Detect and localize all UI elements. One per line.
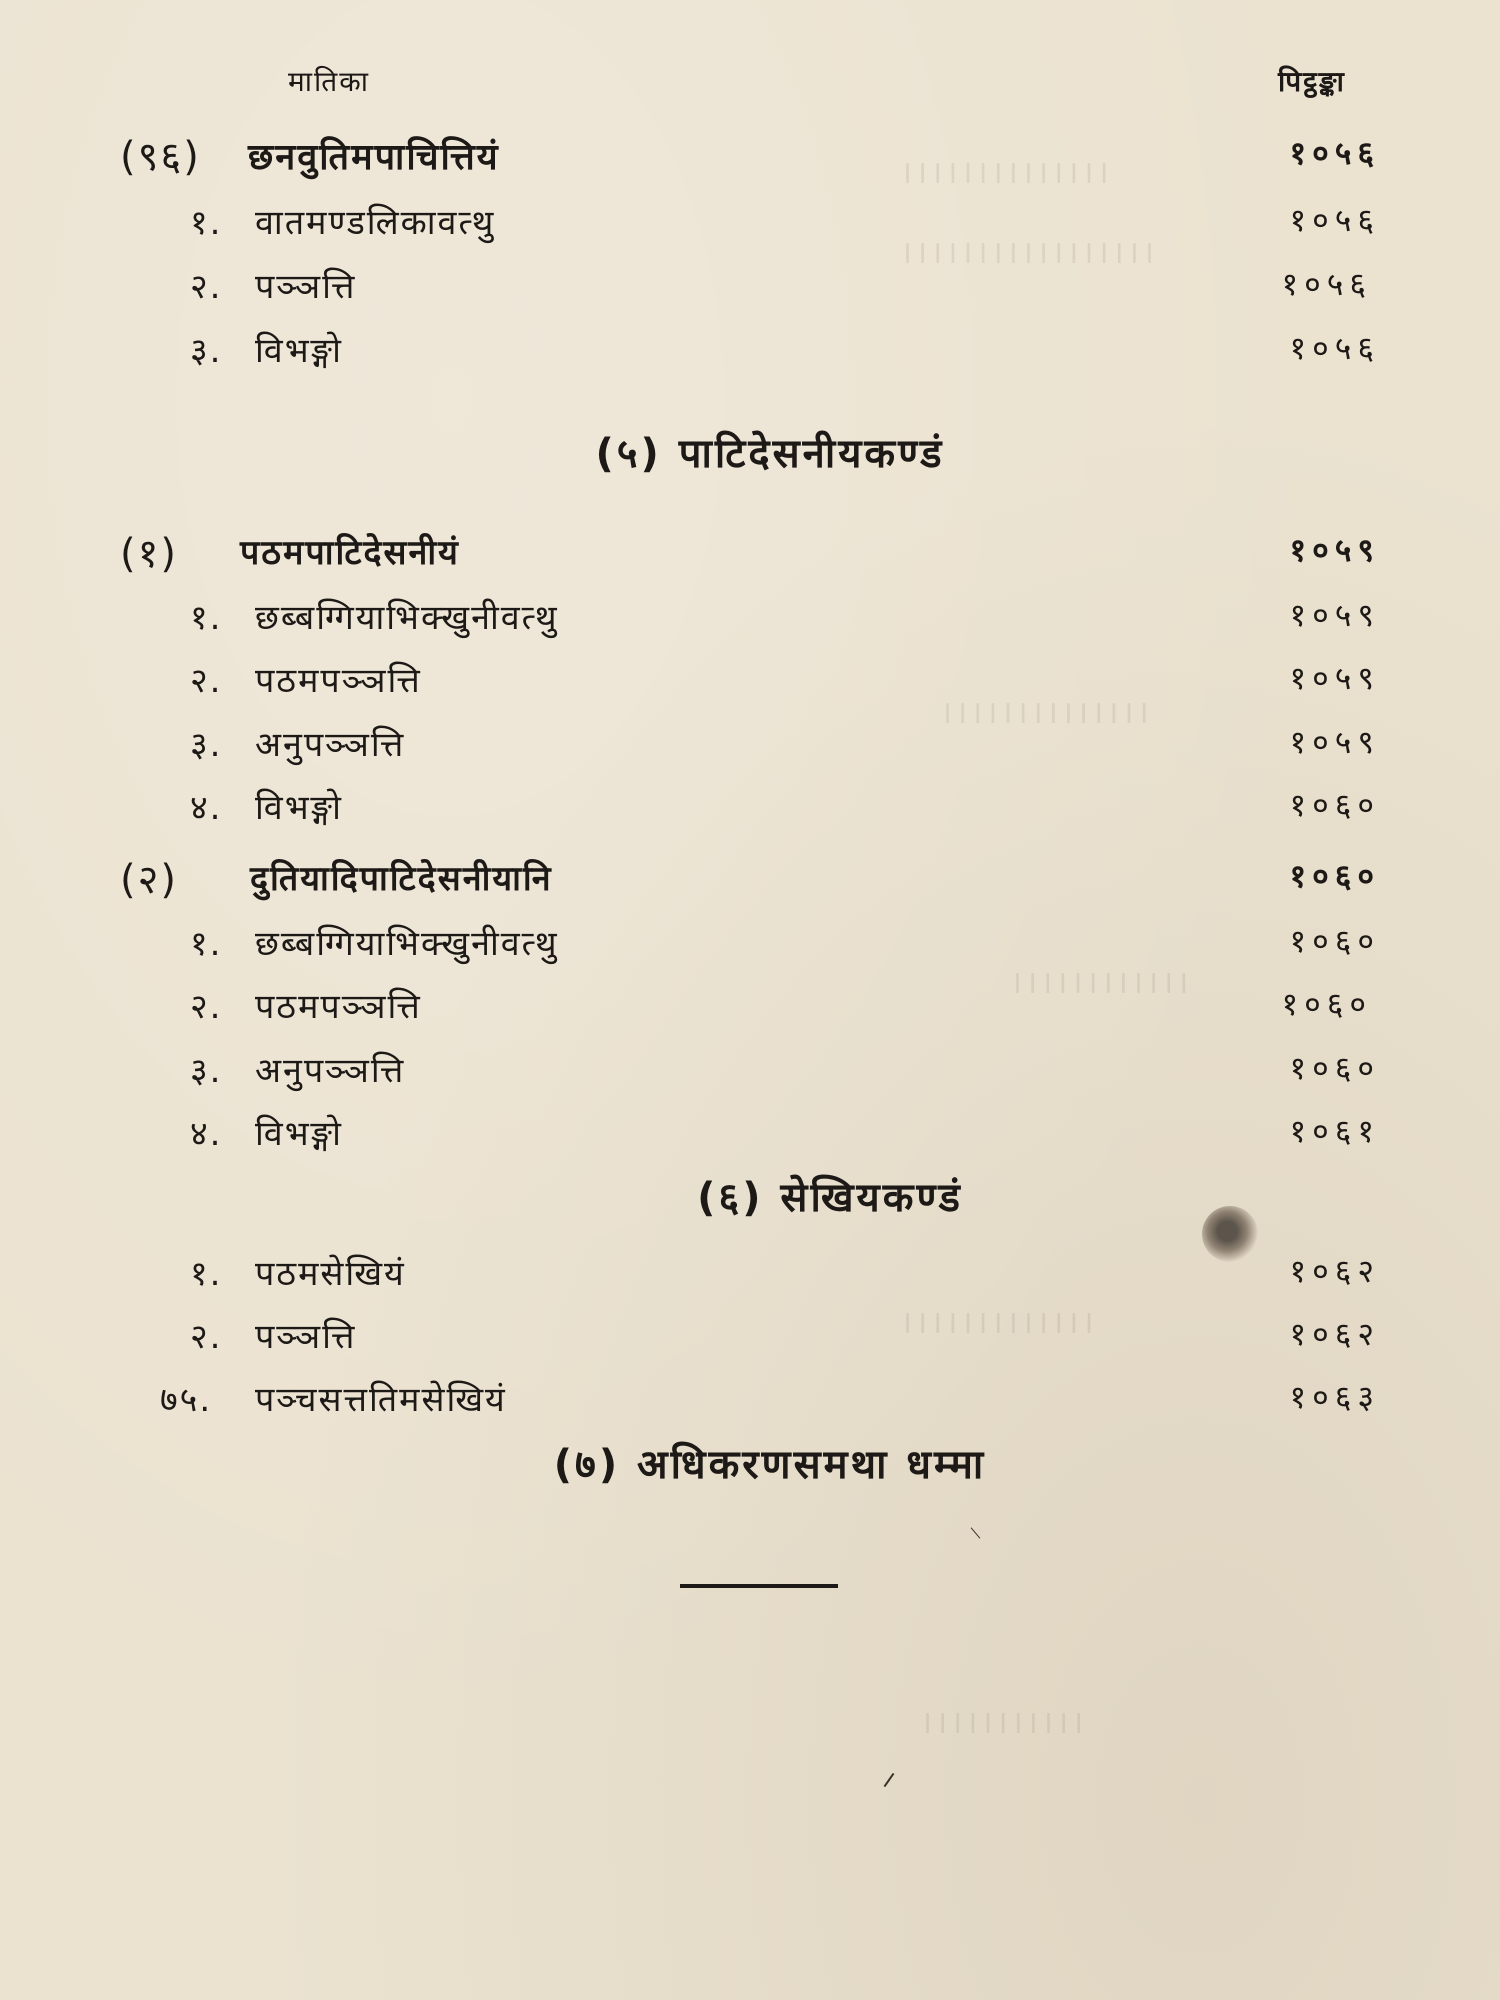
entry-title: अनुपञ्ञत्ति <box>255 725 406 765</box>
entry-number: १. <box>190 924 223 964</box>
section-heading-adhikarana: (७) अधिकरणसमथा धम्मा <box>553 1442 987 1488</box>
section-heading-patidesaniya: (५) पाटिदेसनीयकण्डं <box>595 431 945 477</box>
entry-page: १०६२ <box>1289 1315 1380 1353</box>
toc-entry <box>0 775 1500 831</box>
entry-number: १. <box>190 1254 223 1294</box>
entry-page: १०६० <box>1289 922 1380 960</box>
toc-entry <box>0 846 1500 902</box>
entry-title: अनुपञ्ञत्ति <box>255 1051 406 1091</box>
bleed-through-text: ।।।।।।।।।।।।।।।।। <box>900 233 1158 271</box>
entry-title: विभङ्गो <box>255 1114 343 1154</box>
ink-speck <box>884 1773 895 1787</box>
entry-number: ७५. <box>160 1380 213 1420</box>
entry-title: पञ्ञत्ति <box>255 267 357 307</box>
entry-page: १०६० <box>1289 1049 1380 1087</box>
ink-speck <box>971 1527 981 1538</box>
bleed-through-text: ।।।।।।।।।।। <box>920 1703 1087 1741</box>
entry-number: ४. <box>190 788 223 828</box>
toc-entry <box>0 911 1500 967</box>
toc-entry <box>0 318 1500 374</box>
entry-number: १. <box>190 203 223 243</box>
entry-title: पठमसेखियं <box>255 1254 406 1294</box>
entry-number: २. <box>190 1317 223 1357</box>
toc-entry <box>0 1241 1500 1297</box>
section-heading-sekhiya: (६) सेखियकण्डं <box>697 1175 963 1221</box>
bleed-through-text: ।।।।।।।।।।।।।। <box>940 693 1152 731</box>
bleed-through-text: ।।।।।।।।।।।। <box>1010 963 1192 1001</box>
entry-page: १०६३ <box>1289 1378 1380 1416</box>
entry-page: १०५९ <box>1289 723 1380 761</box>
toc-entry <box>0 520 1500 576</box>
entry-page: १०६० <box>1289 857 1380 895</box>
entry-title: विभङ्गो <box>255 331 343 371</box>
entry-page: १०५६ <box>1281 265 1372 303</box>
entry-title: पठमपञ्ञत्ति <box>255 987 422 1027</box>
entry-number: २. <box>190 661 223 701</box>
entry-title: वातमण्डलिकावत्थु <box>255 203 496 243</box>
toc-entry <box>0 123 1500 179</box>
closing-rule <box>680 1584 838 1588</box>
entry-page: १०५६ <box>1289 329 1380 367</box>
toc-entry <box>0 1101 1500 1157</box>
entry-number: (२) <box>120 857 179 903</box>
entry-title: पञ्चसत्ततिमसेखियं <box>255 1380 507 1420</box>
entry-number: १. <box>190 598 223 638</box>
entry-number: ३. <box>190 1051 223 1091</box>
entry-title: छब्बग्गियाभिक्खुनीवत्थु <box>255 598 559 638</box>
entry-title: पठमपाटिदेसनीयं <box>240 533 460 573</box>
entry-page: १०५६ <box>1289 134 1380 172</box>
toc-entry <box>0 585 1500 641</box>
toc-entry <box>0 974 1500 1030</box>
entry-title: दुतियादिपाटिदेसनीयानि <box>250 859 553 899</box>
entry-number: ४. <box>190 1114 223 1154</box>
toc-entry <box>0 648 1500 704</box>
entry-number: २. <box>190 267 223 307</box>
column-header-matika: मातिका <box>288 65 370 98</box>
entry-title: छनवुतिमपाचित्तियं <box>248 137 500 178</box>
column-header-row <box>0 52 1500 108</box>
paper-stain <box>1202 1206 1258 1262</box>
toc-entry <box>0 712 1500 768</box>
toc-entry <box>0 1038 1500 1094</box>
entry-title: विभङ्गो <box>255 788 343 828</box>
column-header-pitthanka: पिट्ठङ्का <box>1278 65 1346 98</box>
toc-entry <box>0 1367 1500 1423</box>
entry-page: १०५९ <box>1289 659 1380 697</box>
entry-page: १०६१ <box>1289 1112 1380 1150</box>
toc-entry <box>0 1304 1500 1360</box>
entry-number: ३. <box>190 725 223 765</box>
entry-title: छब्बग्गियाभिक्खुनीवत्थु <box>255 924 559 964</box>
entry-number: २. <box>190 987 223 1027</box>
entry-page: १०५९ <box>1289 531 1380 569</box>
bleed-through-text: ।।।।।।।।।।।।।। <box>900 153 1112 191</box>
entry-page: १०६० <box>1289 786 1380 824</box>
bleed-through-text: ।।।।।।।।।।।।। <box>900 1303 1097 1341</box>
toc-entry <box>0 254 1500 310</box>
toc-entry <box>0 190 1500 246</box>
entry-page: १०५६ <box>1289 201 1380 239</box>
entry-page: १०६२ <box>1289 1252 1380 1290</box>
entry-number: (९६) <box>120 134 201 180</box>
entry-number: ३. <box>190 331 223 371</box>
entry-number: (१) <box>120 531 179 577</box>
entry-page: १०६० <box>1281 985 1372 1023</box>
entry-title: पञ्ञत्ति <box>255 1317 357 1357</box>
entry-page: १०५९ <box>1289 596 1380 634</box>
entry-title: पठमपञ्ञत्ति <box>255 661 422 701</box>
